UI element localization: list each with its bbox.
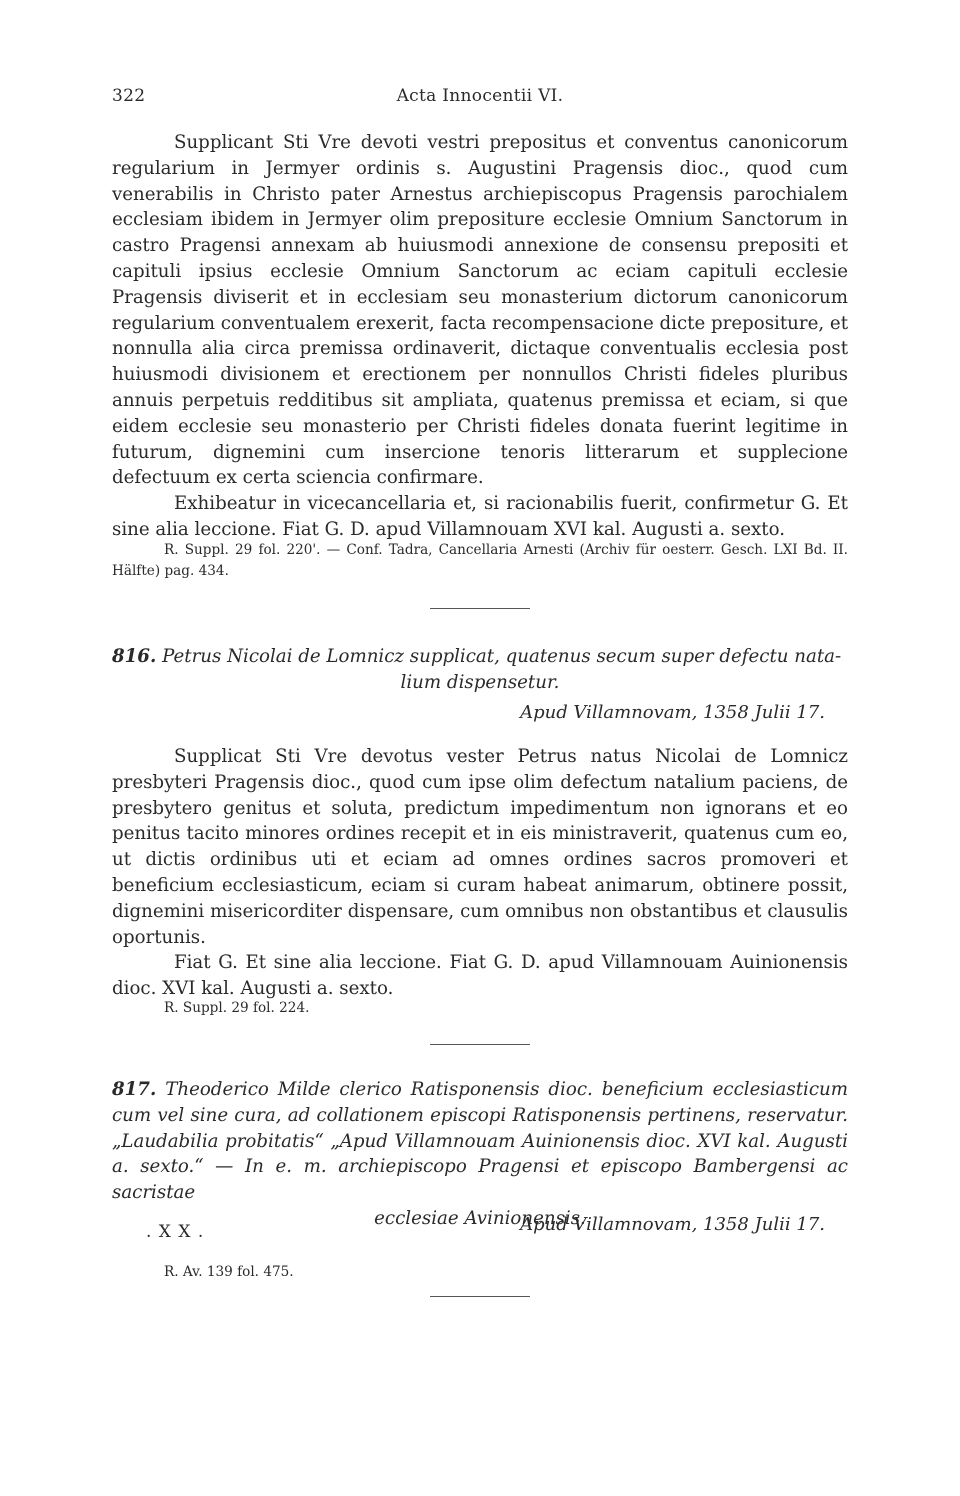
entry-816-body [112,744,848,1002]
entry-815-text: Supplicant Sti Vre devoti vestri prepositus et conventus canonicorum regularium in Jermyer ordinis s. Augustini Pragensis dioc., quod cum venerabilis in Christo pater Arnestus archiepiscopus Pragensis parochialem ecclesiam ibidem in Jermyer olim prepositure ecclesie Omnium Sanctorum in castro Pragensi annexam ab huiusmodi annexione de consensu prepositi et capituli ipsius ecclesie Omnium Sanctorum ac eciam capituli ecclesie Pragensis diviserit et in ecclesiam seu monasterium dictorum canonicorum regularium conventualem erexerit, facta recompensacione dicte prepositure, et nonnulla alia circa premissa ordinaverit, dictaque conventualis ecclesia post huiusmodi divisionem et erectionem per nonnullos Christi fideles pluribus annuis perpetuis redditibus sit ampliata, quatenus premissa et eciam, si que eidem ecclesie seu monasterio per Christi fideles donata fuerint legitime in futurum, dignemini cum insercione tenoris litterarum et supplecione defectuum ex certa sciencia confirmare. [112,132,848,489]
separator-rule [430,1044,530,1045]
entry-816-dateline: Apud Villamnovam, 1358 Julii 17. [520,702,825,723]
page-number: 322 [112,86,146,106]
entry-816-text: Supplicat Sti Vre devotus vester Petrus natus Nicolai de Lomnicz presbyteri Pragensis dioc., quod cum ipse olim defectum natalium paciens, de presbytero genitus et soluta, predictum impedimentum non ignorans et eo penitus tacito minores ordines recepit et in eis ministraverit, quatenus cum eo, ut dictis ordinibus uti et eciam ad omnes ordines sacros promoveri et beneficium ecclesiasticum, eciam si curam habeat animarum, obtinere possit, dignemini misericorditer dispensare, cum omnibus non obstantibus et clausulis oportunis. [112,746,848,948]
entry-817-summary-end: ecclesiae Avinionensis. [374,1207,586,1229]
entry-815-decision: Exhibeatur in vicecancellaria et, si racionabilis fuerit, confirmetur G. Et sine alia leccione. Fiat G. D. apud Villamnouam XVI kal. Augusti a. sexto. [112,493,848,540]
running-header [112,86,848,110]
entry-816-number: 816. [112,646,157,667]
entry-817-heading [112,1077,848,1232]
entry-816-summary-end: lium dispensetur. [400,671,560,693]
tax-mark: . X X . [146,1222,205,1242]
entry-817-summary: Theoderico Milde clerico Ratisponensis dioc. beneficium ecclesiasticum cum vel sine cura, ad collationem episcopi Ratisponensis pertinens, reservatur. „Laudabilia probitatis“ „Apud Villamnouam Auinionensis dioc. XVI kal. Augusti a. sexto.“ — In e. m. archiepiscopo Pragensi et episcopo Bambergensi ac sacristae [112,1079,848,1204]
running-title: Acta Innocentii VI. [396,86,564,106]
entry-815-reference: R. Suppl. 29 fol. 220'. — Conf. Tadra, Cancellaria Arnesti (Archiv für oesterr. Gesch. LXI Bd. II. Hälfte) pag. 434. [112,542,848,579]
entry-815-body [112,130,848,543]
entry-817-reference: R. Av. 139 fol. 475. [164,1264,294,1280]
entry-816-summary: Petrus Nicolai de Lomnicz supplicat, quatenus secum super defectu nata- [162,646,842,667]
entry-816-reference: R. Suppl. 29 fol. 224. [164,1000,310,1016]
separator-rule [430,608,530,609]
entry-817-number: 817. [112,1079,157,1100]
entry-816-decision: Fiat G. Et sine alia leccione. Fiat G. D. apud Villamnouam Auinionensis dioc. XVI kal. Augusti a. sexto. [112,952,848,1000]
entry-816-heading [112,644,848,696]
entry-817-dateline: Apud Villamnovam, 1358 Julii 17. [520,1214,825,1235]
separator-rule [430,1296,530,1297]
